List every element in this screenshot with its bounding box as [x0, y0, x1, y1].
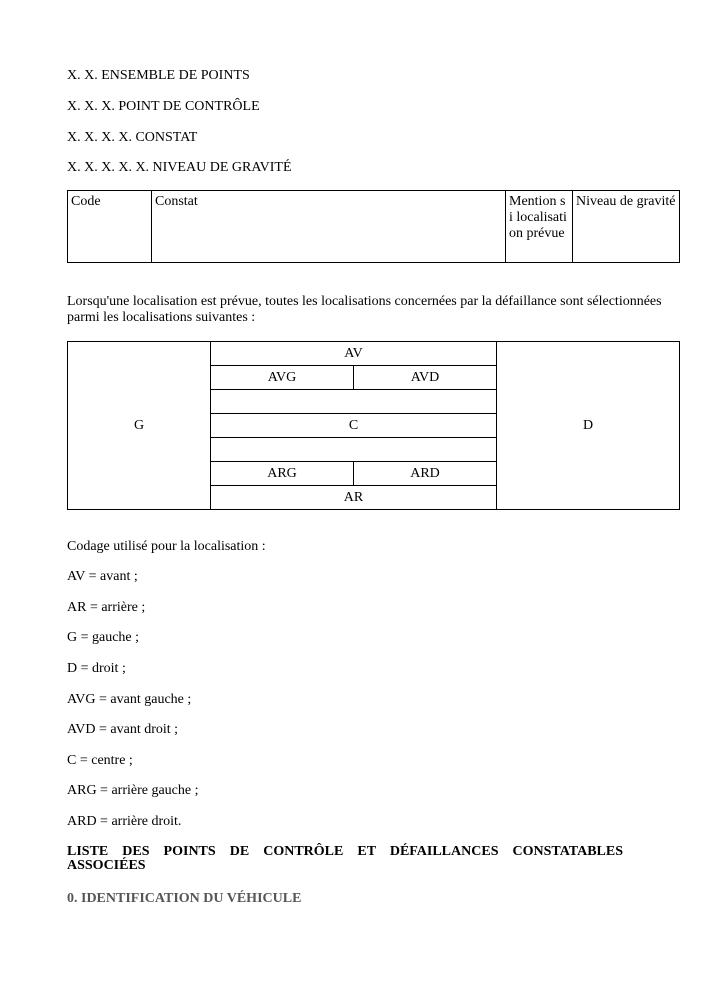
column-constat: Constat [152, 191, 506, 263]
codage-item: AR = arrière ; [67, 600, 146, 615]
codage-item: ARD = arrière droit. [67, 814, 182, 829]
loc-cell-avd: AVD [354, 366, 497, 390]
localisation-intro-paragraph: Lorsqu'une localisation est prévue, toutes les localisations concernées par la défaillance sont sélectionnées parmi les localisations suivantes : [67, 294, 662, 325]
constat-header-table [67, 190, 680, 263]
codage-item: AVG = avant gauche ; [67, 692, 192, 707]
heading-ensemble-de-points: X. X. ENSEMBLE DE POINTS [67, 68, 250, 83]
loc-cell-empty-bottom [211, 438, 497, 462]
column-mention-localisation: Mention si localisation prévue [506, 191, 573, 263]
loc-cell-avg: AVG [211, 366, 354, 390]
column-code: Code [68, 191, 152, 263]
column-niveau-de-gravite: Niveau de gravité [573, 191, 680, 263]
loc-cell-c: C [211, 414, 497, 438]
heading-niveau-de-gravite: X. X. X. X. X. NIVEAU DE GRAVITÉ [67, 160, 292, 175]
localisation-diagram [67, 341, 680, 510]
loc-cell-ar: AR [211, 486, 497, 510]
loc-cell-g: G [68, 342, 211, 510]
section-title-line2: ASSOCIÉES [67, 858, 146, 873]
codage-item: C = centre ; [67, 753, 133, 768]
codage-title: Codage utilisé pour la localisation : [67, 539, 266, 554]
codage-item: AVD = avant droit ; [67, 722, 179, 737]
loc-cell-d: D [497, 342, 680, 510]
loc-cell-arg: ARG [211, 462, 354, 486]
codage-item: G = gauche ; [67, 630, 140, 645]
loc-cell-ard: ARD [354, 462, 497, 486]
codage-item: AV = avant ; [67, 569, 138, 584]
section-title-line1: LISTE DES POINTS DE CONTRÔLE ET DÉFAILLANCES CONSTATABLES [67, 844, 623, 859]
codage-item: ARG = arrière gauche ; [67, 783, 199, 798]
loc-cell-av: AV [211, 342, 497, 366]
heading-point-de-controle: X. X. X. POINT DE CONTRÔLE [67, 99, 260, 114]
loc-cell-empty-top [211, 390, 497, 414]
subsection-title: 0. IDENTIFICATION DU VÉHICULE [67, 891, 302, 906]
codage-item: D = droit ; [67, 661, 126, 676]
heading-constat: X. X. X. X. CONSTAT [67, 130, 198, 145]
